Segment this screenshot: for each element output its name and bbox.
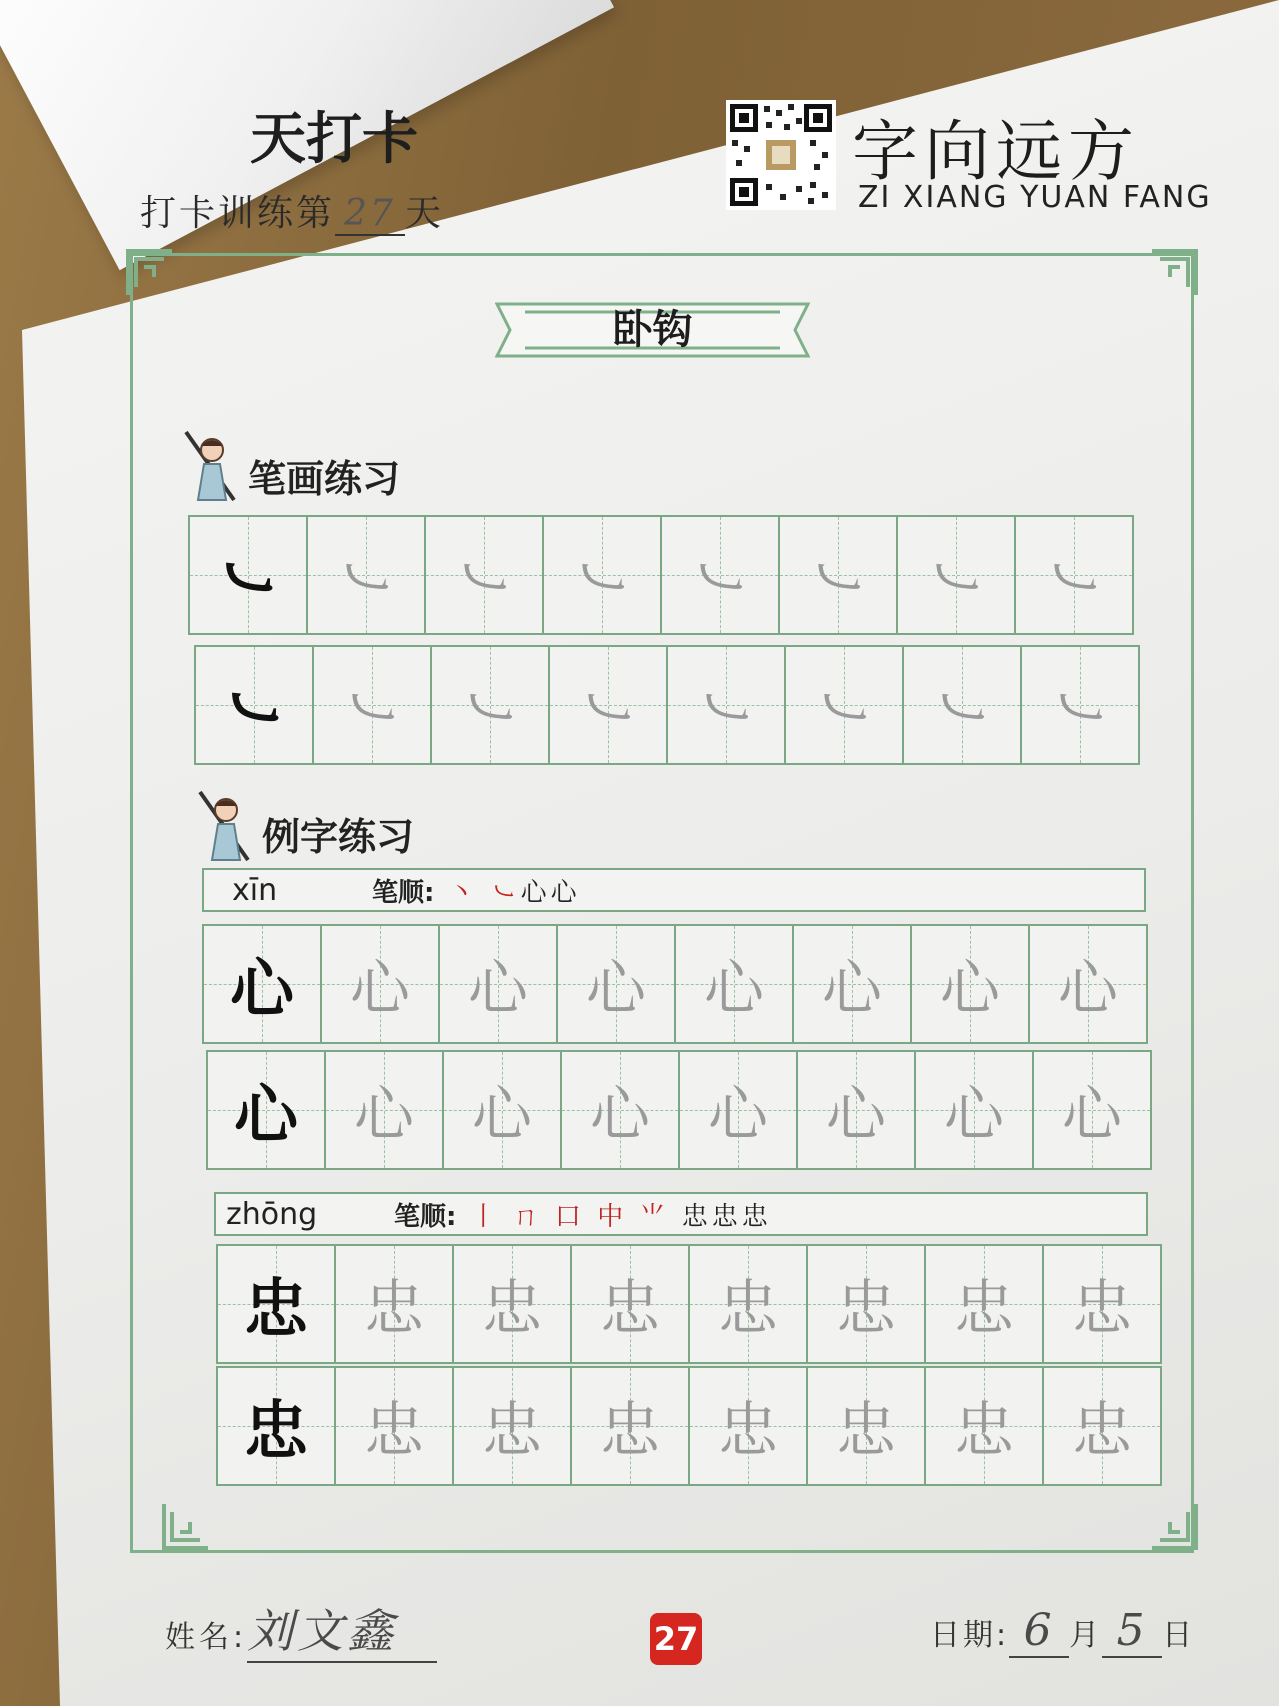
- name-label: 姓名:: [165, 1620, 248, 1655]
- day-suffix: 天: [405, 193, 445, 234]
- practice-cell[interactable]: ㇃: [548, 645, 668, 765]
- example-practice-title: 例字练习: [262, 815, 415, 859]
- month-value[interactable]: 6: [1009, 1605, 1069, 1658]
- practice-cell[interactable]: ㇃: [542, 515, 662, 635]
- practice-cell[interactable]: ㇃: [896, 515, 1016, 635]
- practice-cell[interactable]: 心: [792, 924, 912, 1044]
- practice-cell[interactable]: ㇃: [188, 515, 308, 635]
- day-number: 27: [335, 193, 405, 236]
- char-info-bar-xin: [202, 868, 1146, 912]
- char-info-bar-zhong: [214, 1192, 1148, 1236]
- practice-cell[interactable]: 心: [442, 1050, 562, 1170]
- practice-cell[interactable]: ㇃: [424, 515, 544, 635]
- stroke-order-label: 笔顺:: [372, 877, 435, 908]
- practice-cell[interactable]: 忠: [216, 1366, 336, 1486]
- practice-cell[interactable]: 忠: [452, 1244, 572, 1364]
- practice-cell[interactable]: 忠: [334, 1244, 454, 1364]
- qr-code-icon: [726, 100, 836, 210]
- practice-cell[interactable]: 心: [1028, 924, 1148, 1044]
- practice-cell[interactable]: ㇃: [430, 645, 550, 765]
- month-label: 月: [1069, 1618, 1103, 1653]
- practice-cell[interactable]: 忠: [688, 1244, 808, 1364]
- practice-cell[interactable]: 心: [1032, 1050, 1152, 1170]
- practice-cell[interactable]: 忠: [1042, 1244, 1162, 1364]
- practice-cell[interactable]: 心: [206, 1050, 326, 1170]
- practice-cell[interactable]: 忠: [924, 1244, 1044, 1364]
- practice-cell[interactable]: 忠: [806, 1366, 926, 1486]
- stroke-grid-row-1: [190, 515, 1134, 635]
- date-label: 日期:: [930, 1618, 1010, 1653]
- date-field: [930, 1605, 1195, 1658]
- zhong-grid-row-2: [218, 1366, 1162, 1486]
- corner-ornament-icon: [160, 1500, 212, 1552]
- stroke-grid-row-2: [196, 645, 1140, 765]
- practice-cell[interactable]: 忠: [570, 1366, 690, 1486]
- day-prefix: 打卡训练第: [140, 193, 336, 234]
- practice-cell[interactable]: ㇃: [1020, 645, 1140, 765]
- practice-cell[interactable]: ㇃: [312, 645, 432, 765]
- practice-cell[interactable]: ㇃: [660, 515, 780, 635]
- practice-cell[interactable]: ㇃: [784, 645, 904, 765]
- day-value[interactable]: 5: [1102, 1605, 1162, 1658]
- lesson-title: 卧钩: [612, 307, 693, 353]
- practice-cell[interactable]: 忠: [216, 1244, 336, 1364]
- practice-cell[interactable]: 心: [438, 924, 558, 1044]
- practice-cell[interactable]: 心: [678, 1050, 798, 1170]
- practice-cell[interactable]: 心: [202, 924, 322, 1044]
- header-day-counter: [140, 185, 444, 236]
- pinyin-label: zhōng: [226, 1196, 318, 1232]
- brand-pinyin: ZI XIANG YUAN FANG: [858, 180, 1212, 215]
- pinyin-label: xīn: [232, 872, 278, 908]
- practice-cell[interactable]: 心: [674, 924, 794, 1044]
- name-value[interactable]: 刘文鑫: [247, 1595, 437, 1663]
- stroke-order-label: 笔顺:: [394, 1201, 457, 1232]
- practice-cell[interactable]: 忠: [570, 1244, 690, 1364]
- practice-cell[interactable]: ㇃: [902, 645, 1022, 765]
- calligrapher-icon: [182, 430, 242, 502]
- practice-cell[interactable]: 忠: [334, 1366, 454, 1486]
- practice-cell[interactable]: 心: [560, 1050, 680, 1170]
- practice-cell[interactable]: 忠: [1042, 1366, 1162, 1486]
- practice-cell[interactable]: 心: [320, 924, 440, 1044]
- practice-cell[interactable]: 忠: [806, 1244, 926, 1364]
- zhong-grid-row-1: [218, 1244, 1162, 1364]
- student-name: [165, 1595, 437, 1663]
- corner-ornament-icon: [124, 247, 176, 299]
- calligrapher-icon: [196, 790, 256, 862]
- page-number-badge: 27: [650, 1613, 702, 1665]
- practice-cell[interactable]: 忠: [452, 1366, 572, 1486]
- practice-cell[interactable]: ㇃: [778, 515, 898, 635]
- practice-cell[interactable]: 心: [910, 924, 1030, 1044]
- practice-cell[interactable]: 忠: [688, 1366, 808, 1486]
- practice-cell[interactable]: ㇃: [194, 645, 314, 765]
- practice-cell[interactable]: 心: [324, 1050, 444, 1170]
- header-title: 天打卡: [250, 107, 418, 172]
- xin-grid-row-1: [204, 924, 1148, 1044]
- practice-cell[interactable]: 心: [796, 1050, 916, 1170]
- practice-cell[interactable]: 心: [556, 924, 676, 1044]
- stroke-order: 丨 ㄇ 口 中 ⺌ 忠忠忠: [470, 1201, 772, 1232]
- brand-logo: 字向远方: [852, 113, 1140, 190]
- practice-cell[interactable]: 心: [914, 1050, 1034, 1170]
- practice-cell[interactable]: 忠: [924, 1366, 1044, 1486]
- practice-cell[interactable]: ㇃: [306, 515, 426, 635]
- xin-grid-row-2: [208, 1050, 1152, 1170]
- practice-cell[interactable]: ㇃: [1014, 515, 1134, 635]
- stroke-order: 丶 ㇃心心: [448, 877, 581, 908]
- stroke-practice-title: 笔画练习: [248, 457, 401, 501]
- practice-cell[interactable]: ㇃: [666, 645, 786, 765]
- corner-ornament-icon: [1148, 247, 1200, 299]
- day-label: 日: [1162, 1618, 1196, 1653]
- corner-ornament-icon: [1148, 1500, 1200, 1552]
